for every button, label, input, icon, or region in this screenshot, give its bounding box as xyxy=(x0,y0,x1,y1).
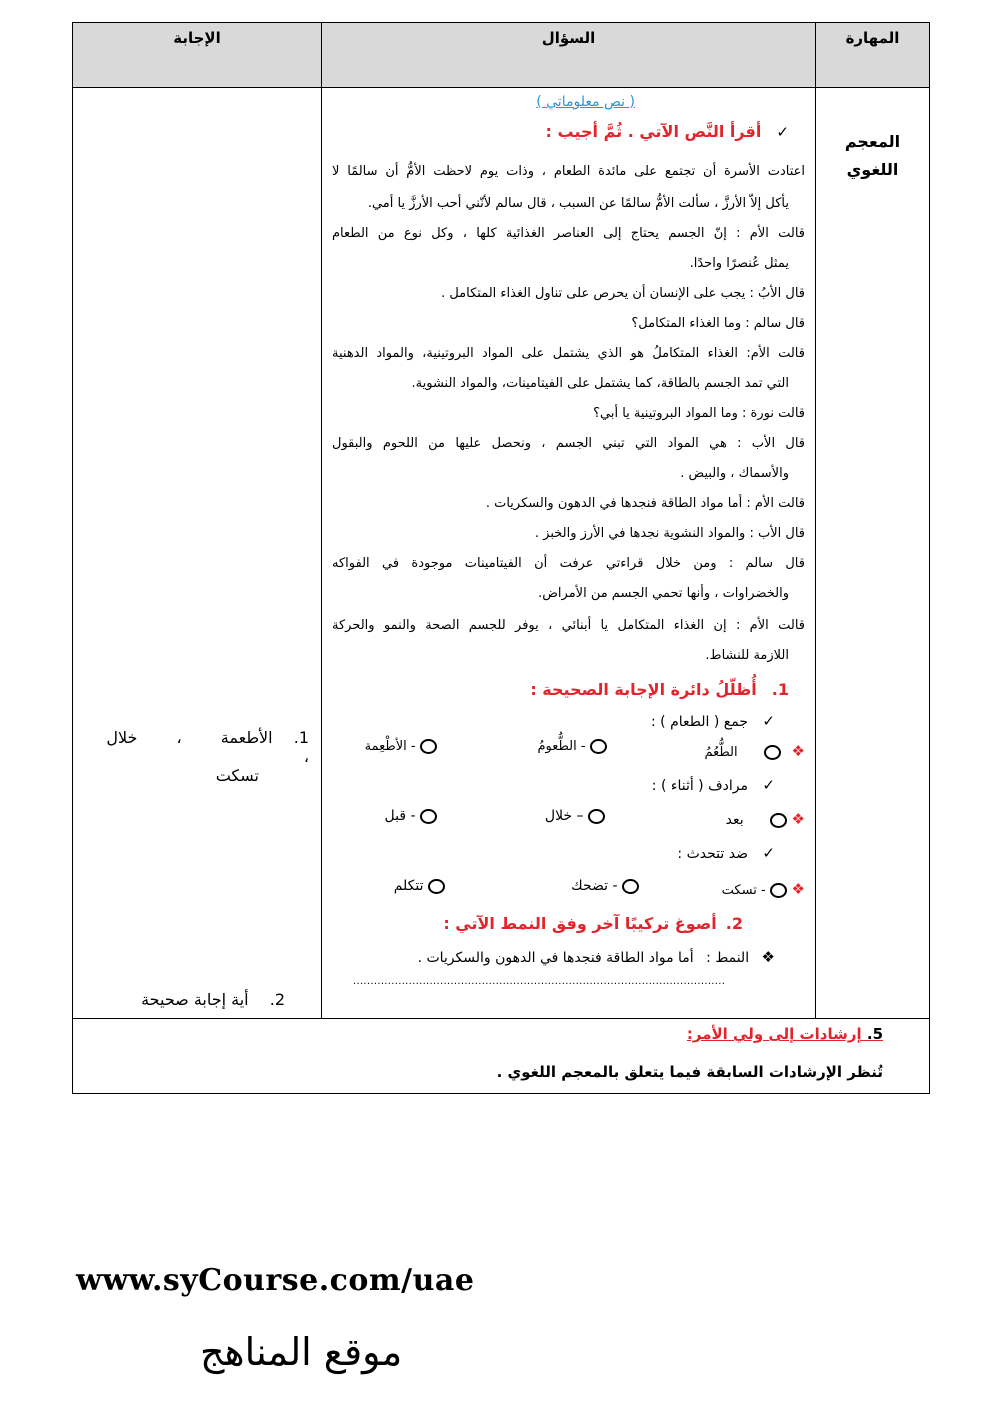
q1-item-1-option-3-text: - الأطْعِمة xyxy=(364,739,416,754)
answer-1 xyxy=(89,728,309,766)
para-line-14: قال سالم : ومن خلال قراءتي عرفت أن الفيتامينات موجودة في الفواكه xyxy=(332,556,805,571)
para-line-15: والخضراوات ، وأنها تحمي الجسم من الأمراض. xyxy=(538,586,789,601)
q1-item-3-option-1-text: - تسكت xyxy=(721,883,766,898)
diamond-bullet-icon: ❖ xyxy=(791,880,805,898)
para-line-12: قالت الأم : أما مواد الطاقة فنجدها في الدهون والسكريات . xyxy=(485,496,805,511)
diamond-bullet-icon: ❖ xyxy=(791,742,805,760)
answer-cell xyxy=(73,88,322,1019)
q1-title xyxy=(530,680,789,699)
footer-row xyxy=(73,1019,930,1094)
q1-item-3-option-2[interactable] xyxy=(571,878,639,894)
skill-label xyxy=(816,88,929,184)
checkmark-icon: ✓ xyxy=(762,776,775,794)
answer-2-text: أية إجابة صحيحة xyxy=(141,990,249,1009)
q1-item-1-prompt-text: جمع ( الطعام ) : xyxy=(651,714,748,730)
q1-item-3-option-2-text: - تضحك xyxy=(571,878,618,894)
para-line-16: قالت الأم : إن الغذاء المتكامل يا أبنائي ، يوفر للجسم الصحة والنمو والحركة xyxy=(332,618,805,633)
answer-circle-icon[interactable] xyxy=(428,879,445,894)
footer-text: تُنظر الإرشادات السابقة فيما يتعلق بالمعجم اللغوي . xyxy=(496,1063,883,1081)
answer-circle-icon[interactable] xyxy=(770,813,787,828)
q1-item-3-option-3[interactable] xyxy=(394,878,445,894)
q1-item-2-option-1-text: بعد xyxy=(725,812,744,828)
para-line-5: قال الأبُ : يجب على الإنسان أن يحرص على تناول الغذاء المتكامل . xyxy=(441,286,805,301)
skill-cell xyxy=(816,88,930,1019)
header-question: السؤال xyxy=(541,29,596,47)
answer-1-line2: تسكت xyxy=(215,766,259,785)
footer-number: 5. xyxy=(866,1025,883,1043)
text-type-label: ( نص معلوماتي ) xyxy=(536,94,635,110)
para-line-8: التي تمد الجسم بالطاقة، كما يشتمل على الفيتامينات، والمواد النشوية. xyxy=(411,376,789,391)
para-line-17: اللازمة للنشاط. xyxy=(705,648,789,663)
q2-pattern xyxy=(418,948,775,966)
answer-circle-icon[interactable] xyxy=(764,745,781,760)
answer-2-number: 2. xyxy=(269,990,285,1009)
q1-title-text: أُظلّلُ دائرة الإجابة الصحيحة : xyxy=(530,680,757,699)
skill-line-1: المعجم xyxy=(844,132,901,151)
checkmark-icon: ✓ xyxy=(762,844,775,862)
answer-1-number: 1. xyxy=(293,728,309,747)
answer-circle-icon[interactable] xyxy=(420,739,437,754)
q1-item-2-option-1[interactable] xyxy=(726,810,805,828)
para-line-11: والأسماك ، والبيض . xyxy=(680,466,789,481)
para-line-2: يأكل إلاّ الأرزَّ ، سألت الأمُّ سالمًا عن السبب ، قال سالم لأنّني أحب الأرزَّ يا أمي. xyxy=(367,196,789,211)
q1-item-3-option-3-text: تتكلم xyxy=(393,878,424,894)
answer-2 xyxy=(141,990,285,1009)
q1-item-1-option-3[interactable] xyxy=(365,738,437,754)
q1-item-2-prompt-text: مرادف ( أثناء ) : xyxy=(651,778,748,794)
q1-item-1-option-2[interactable] xyxy=(537,738,607,754)
website-url[interactable]: www.syCourse.com/uae xyxy=(76,1263,475,1298)
para-line-13: قال الأب : والمواد النشوية نجدها في الأرز والخبز . xyxy=(534,526,805,541)
diamond-bullet-icon: ❖ xyxy=(791,810,805,828)
content-row xyxy=(73,88,930,1019)
q2-title-text: أصوغ تركيبًا آخر وفق النمط الآتي : xyxy=(443,914,717,933)
q1-item-3-prompt xyxy=(677,844,775,862)
answer-circle-icon[interactable] xyxy=(590,739,607,754)
checkmark-icon: ✓ xyxy=(776,123,789,141)
q2-title xyxy=(443,914,743,933)
answer-circle-icon[interactable] xyxy=(770,883,787,898)
q1-item-1-option-1[interactable] xyxy=(704,742,805,760)
footer-title-text: إرشادات إلى ولي الأمر: xyxy=(686,1025,862,1043)
q2-number: 2. xyxy=(725,914,743,933)
q1-item-1-prompt xyxy=(651,712,775,730)
q1-number: 1. xyxy=(771,680,789,699)
answer-circle-icon[interactable] xyxy=(588,809,605,824)
header-skill: المهارة xyxy=(845,29,900,47)
para-line-6: قال سالم : وما الغذاء المتكامل؟ xyxy=(631,316,805,331)
q2-pattern-text: أما مواد الطاقة فنجدها في الدهون والسكريات . xyxy=(417,950,694,966)
para-line-3: قالت الأم : إنّ الجسم يحتاج إلى العناصر الغذائية كلها ، وكل نوع من الطعام xyxy=(332,226,805,241)
q1-item-3-option-1[interactable] xyxy=(722,880,805,898)
question-cell xyxy=(322,88,816,1019)
q1-item-2-prompt xyxy=(652,776,775,794)
answer-circle-icon[interactable] xyxy=(622,879,639,894)
worksheet-table xyxy=(72,22,930,1094)
instruction xyxy=(546,122,789,141)
q1-item-1-option-1-text: الطُّعُمُ xyxy=(704,745,738,760)
header-answer: الإجابة xyxy=(173,29,221,47)
checkmark-icon: ✓ xyxy=(762,712,775,730)
diamond-bullet-icon: ❖ xyxy=(761,948,775,966)
footer-title xyxy=(687,1025,883,1043)
q1-item-2-option-2-text: – خلال xyxy=(544,808,584,824)
q1-item-1-option-2-text: - الطُّعومُ xyxy=(537,739,586,754)
q1-item-2-option-2[interactable] xyxy=(545,808,605,824)
para-line-9: قالت نورة : وما المواد البروتينية يا أبي؟ xyxy=(593,406,805,421)
footer-cell xyxy=(73,1019,930,1094)
q2-answer-line[interactable]: ........................................................................................................... xyxy=(353,976,726,987)
answer-circle-icon[interactable] xyxy=(420,809,437,824)
para-line-10: قال الأب : هي المواد التي تبني الجسم ، ونحصل عليها من اللحوم والبقول xyxy=(332,436,805,451)
answer-1-line1: الأطعمة ، خلال ، xyxy=(106,728,309,766)
para-line-1: اعتادت الأسرة أن تجتمع على مائدة الطعام ، وذات يوم لاحظت الأمُّ أن سالمًا لا xyxy=(332,164,805,179)
q1-item-2-option-3-text: - قبل xyxy=(384,808,416,824)
instruction-text: أقرأ النَّص الآتي . ثُمَّ أجيب : xyxy=(545,122,762,141)
skill-line-2: اللغوي xyxy=(846,160,899,179)
q1-item-2-option-3[interactable] xyxy=(385,808,437,824)
site-name-logo: موقع المناهج xyxy=(200,1330,403,1374)
header-row xyxy=(73,23,930,88)
q1-item-3-prompt-text: ضد تتحدث : xyxy=(677,846,748,862)
q2-pattern-label: النمط : xyxy=(706,950,750,966)
para-line-7: قالت الأم: الغذاء المتكاملُ هو الذي يشتمل على المواد البروتينية، والمواد الدهنية xyxy=(332,346,805,361)
para-line-4: يمثل عُنصرًا واحدًا. xyxy=(689,256,789,271)
